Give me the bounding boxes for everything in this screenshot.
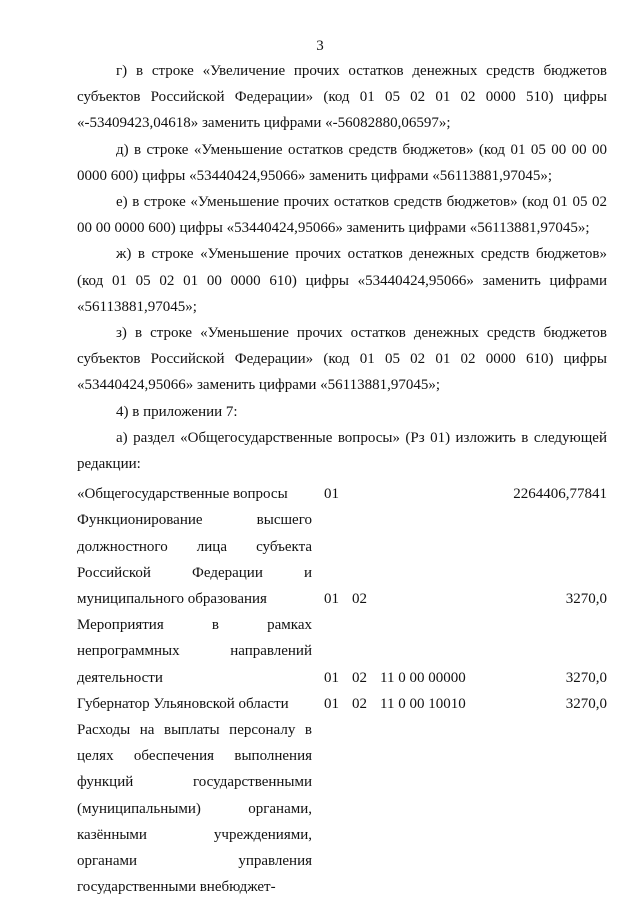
paragraph-section-a: а) раздел «Общегосударственные вопросы» (Рз 01) изложить в следующей редакции:	[77, 429, 607, 473]
row-sum: 3270,0	[565, 669, 607, 686]
table-row	[77, 612, 607, 691]
row-pr-code: 02	[352, 669, 367, 686]
row-rz-code: 01	[324, 695, 339, 712]
row-name: Функционирование высшего должностного лица субъекта Российской Федерации и муниципального образования	[77, 512, 312, 608]
budget-table	[77, 481, 607, 900]
table-row	[77, 717, 607, 900]
row-name: Мероприятия в рамках непрограммных направлений деятельности	[77, 617, 312, 686]
row-pr-code: 02	[352, 695, 367, 712]
row-sum: 3270,0	[565, 591, 607, 608]
row-csr-code: 11 0 00 00000	[380, 669, 466, 686]
document-body	[77, 58, 607, 901]
paragraph-g: г) в строке «Увеличение прочих остатков денежных средств бюджетов субъектов Российской Федерации» (код 01 05 02 01 02 0000 510) цифры «-53409423,04618» заменить цифрами «-56082880,06597»;	[77, 63, 607, 132]
paragraph-zh: ж) в строке «Уменьшение прочих остатков денежных средств бюджетов» (код 01 05 02 01 00 0000 610) цифры «53440424,95066» заменить цифрами «56113881,97045»;	[77, 246, 607, 315]
row-sum: 2264406,77841	[513, 486, 607, 503]
table-row	[77, 481, 607, 507]
row-rz-code: 01	[324, 669, 339, 686]
row-sum: 3270,0	[565, 695, 607, 712]
row-name: Губернатор Ульяновской области	[77, 695, 289, 712]
paragraph-e: е) в строке «Уменьшение прочих остатков средств бюджетов» (код 01 05 02 00 00 0000 600) цифры «53440424,95066» заменить цифрами «56113881,97045»;	[77, 194, 607, 237]
paragraph-d: д) в строке «Уменьшение остатков средств бюджетов» (код 01 05 00 00 00 0000 600) цифры «53440424,95066» заменить цифрами «56113881,97045»;	[77, 141, 607, 184]
row-rz-code: 01	[324, 486, 339, 503]
row-rz-code: 01	[324, 591, 339, 608]
paragraph-z: з) в строке «Уменьшение прочих остатков денежных средств бюджетов субъектов Российской Федерации» (код 01 05 02 01 02 0000 610) цифры «53440424,95066» заменить цифрами «56113881,97045»;	[77, 325, 607, 394]
row-pr-code: 02	[352, 591, 367, 608]
row-csr-code: 11 0 00 10010	[380, 695, 466, 712]
page-number: 3	[316, 38, 324, 54]
table-row	[77, 507, 607, 612]
row-name: «Общегосударственные вопросы	[77, 486, 288, 503]
row-name: Расходы на выплаты персоналу в целях обеспечения выполнения функций государственными (муниципальными) органами, казёнными учреждениями, органами управления государственными внебюджет-	[77, 722, 312, 896]
table-row	[77, 691, 607, 717]
paragraph-appendix-7: 4) в приложении 7:	[116, 403, 238, 420]
